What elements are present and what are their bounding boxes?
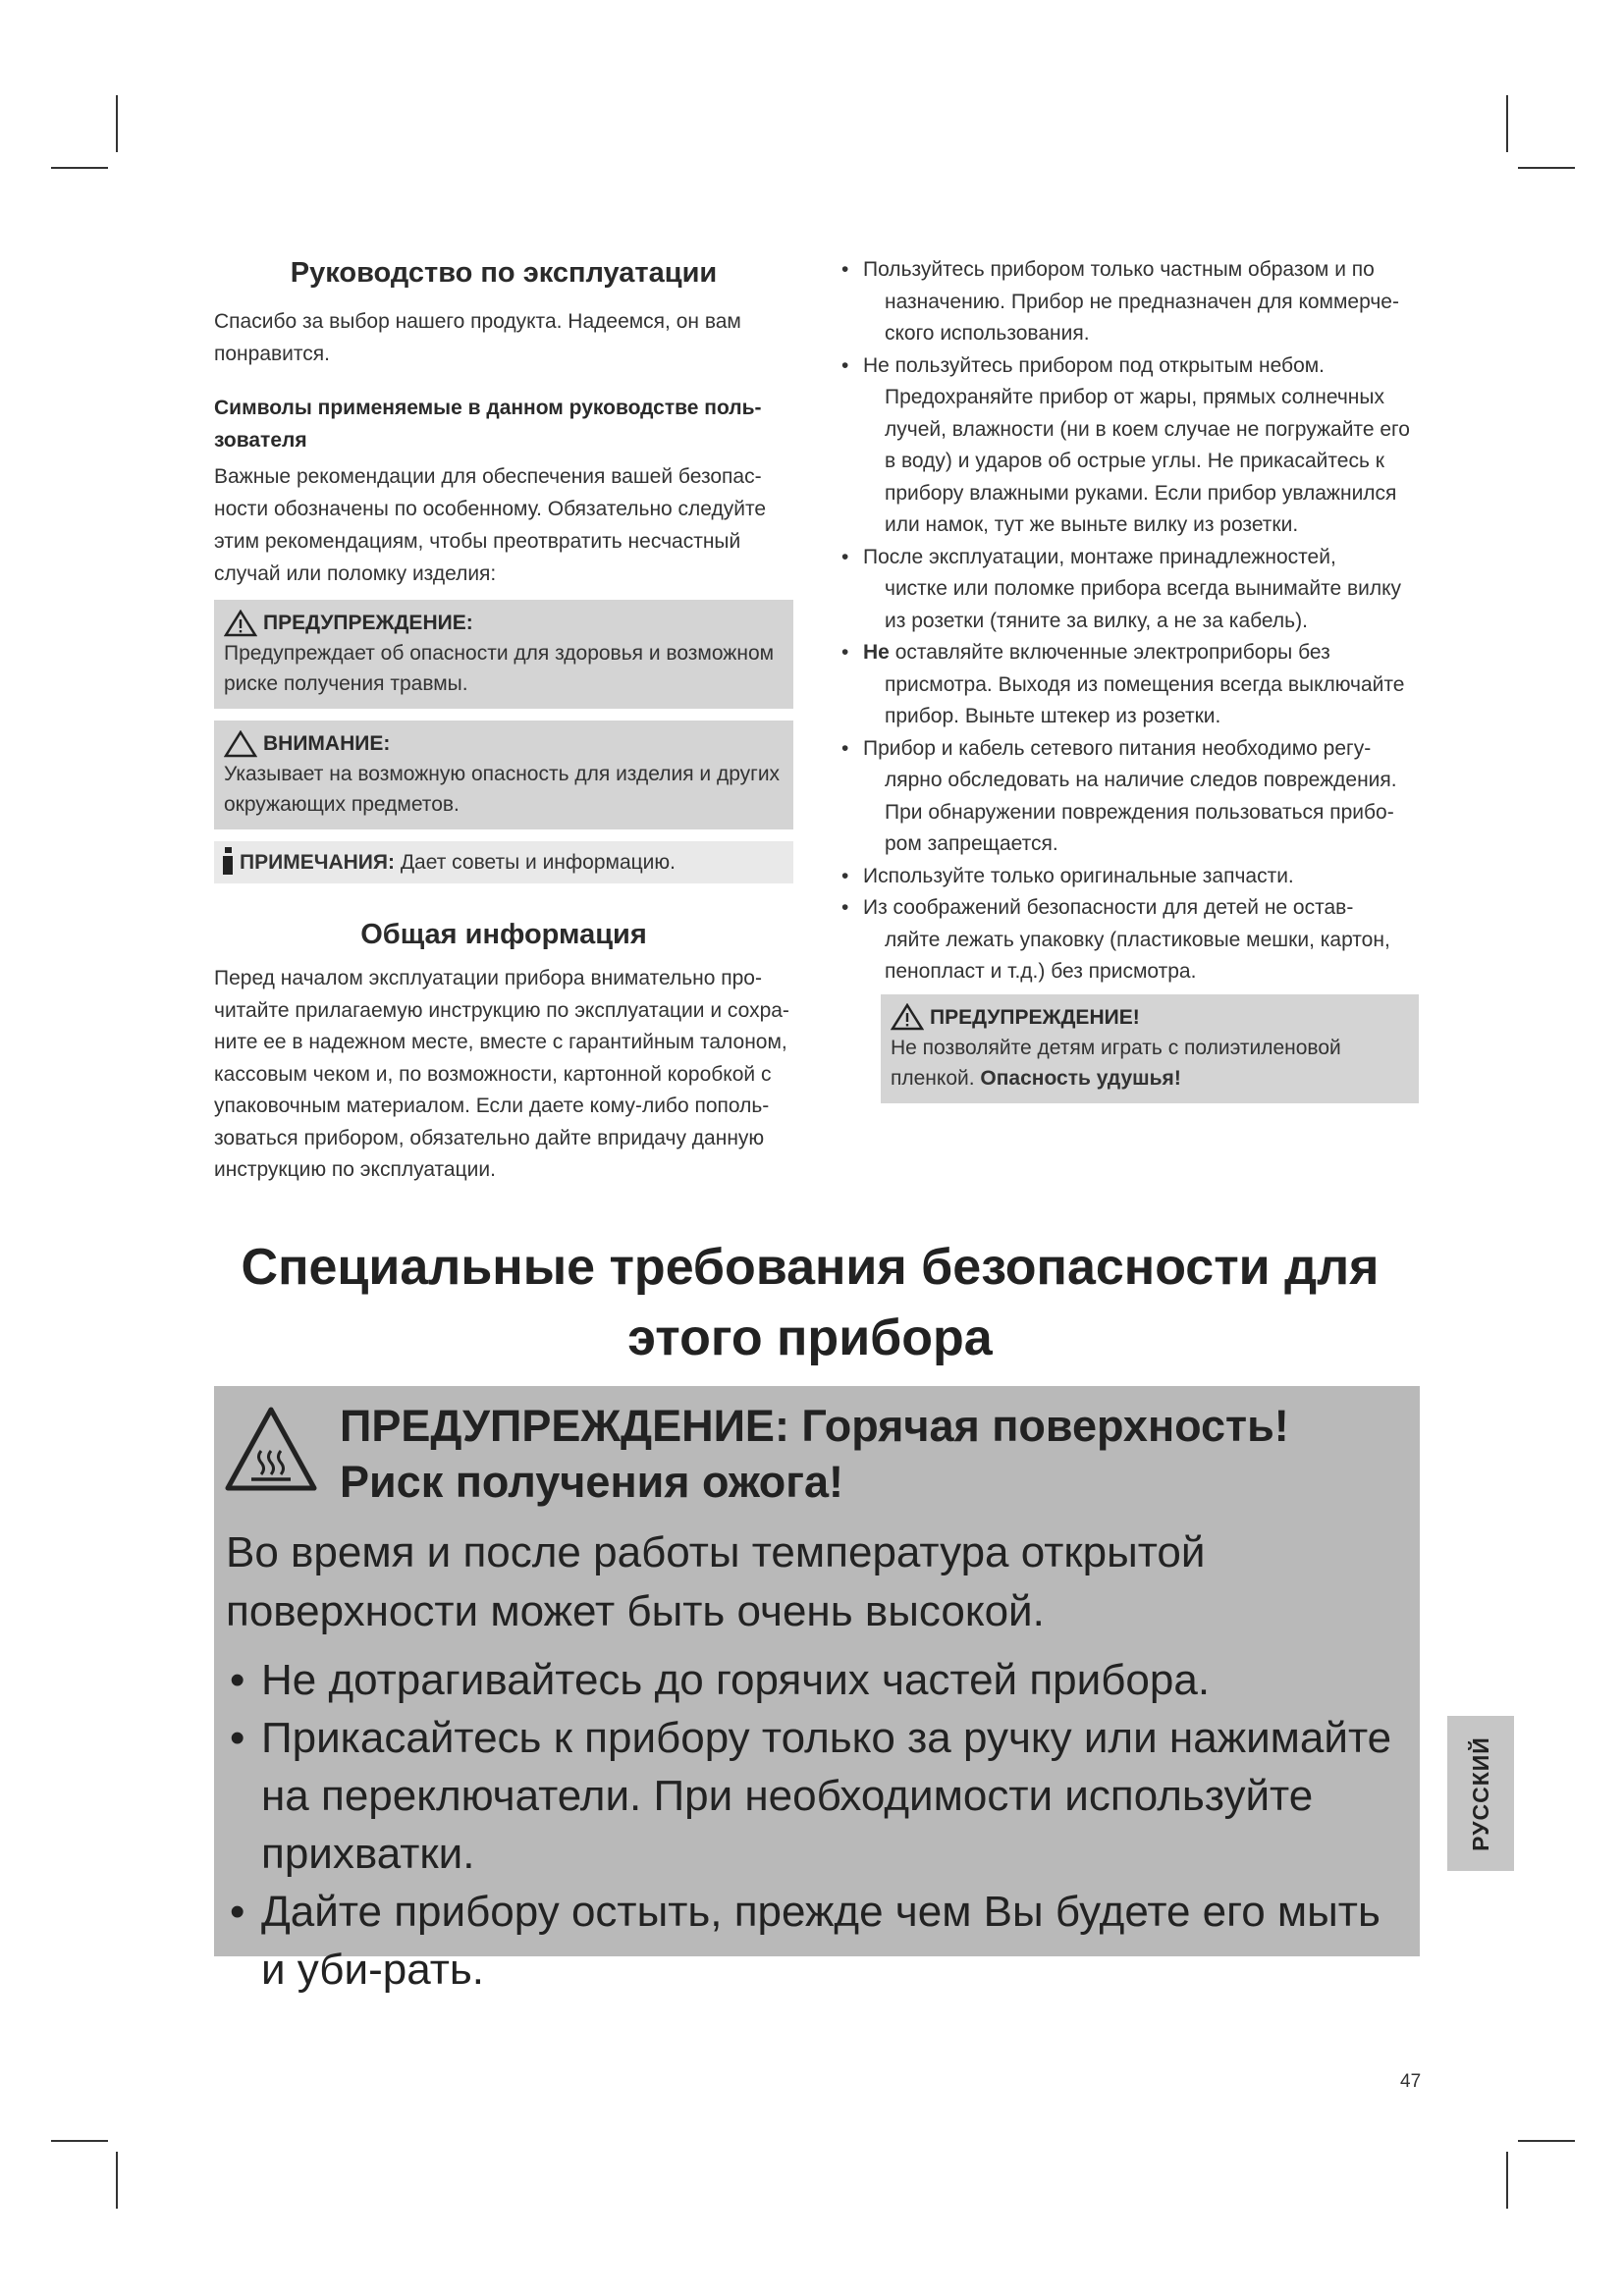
hot-warning-list bbox=[224, 1651, 1406, 1999]
hot-warning-text: Во время и после работы температура открытой поверхности может быть очень высокой. bbox=[226, 1528, 1206, 1635]
crop-mark bbox=[116, 2152, 118, 2209]
intro-text: Спасибо за выбор нашего продукта. Надеемся, он вам понравится. bbox=[214, 310, 741, 365]
list-item: • Пользуйтесь прибором только частным образом и по назначению. Прибор не предназначен для коммерче-ского использования. bbox=[839, 254, 1419, 350]
general-text: Перед началом эксплуатации прибора внимательно про-читайте прилагаемую инструкцию по эксплуатации и сохра-ните ее в надежном месте, вместе с гарантийным талоном, кассовым чеком и, по возможности, картонной коробкой с упаковочным материалом. Если даете кому-либо пополь-зоваться прибором, обязательно дайте впридачу данную инструкцию по эксплуатации. bbox=[214, 967, 789, 1181]
manual-title: Руководство по эксплуатации bbox=[290, 257, 718, 289]
list-item: • Не пользуйтесь прибором под открытым небом. Предохраняйте прибор от жары, прямых солнечных лучей, влажности (ни в коем случае не погружайте его в воду) и ударов об острые углы. Не прикасайтесь к прибору влажными руками. Если прибор увлажнился или намок, тут же выньте вилку из розетки. bbox=[839, 350, 1419, 542]
list-item: • Дайте прибору остыть, прежде чем Вы будете его мыть и уби-рать. bbox=[224, 1883, 1406, 1999]
list-item: • Не оставляйте включенные электроприборы без присмотра. Выходя из помещения всегда выключайте прибор. Выньте штекер из розетки. bbox=[839, 637, 1419, 733]
warning-triangle-icon bbox=[891, 1003, 924, 1031]
crop-mark bbox=[1506, 2152, 1508, 2209]
note-text: Дает советы и информацию. bbox=[400, 851, 677, 874]
child-warning-title: ПРЕДУПРЕЖДЕНИЕ! bbox=[930, 1005, 1140, 1029]
hot-warning-line2: Риск получения ожога! bbox=[340, 1457, 843, 1507]
special-safety-title: Специальные требования безопасности для этого прибора bbox=[241, 1239, 1380, 1366]
general-title: Общая информация bbox=[360, 919, 647, 950]
crop-mark bbox=[116, 95, 118, 152]
hot-surface-warning-box bbox=[214, 1386, 1420, 1994]
symbols-heading: Символы применяемые в данном руководстве поль-зователя bbox=[214, 397, 762, 452]
list-item: • Используйте только оригинальные запчасти. bbox=[839, 861, 1419, 893]
crop-mark bbox=[51, 167, 108, 169]
caution-text: Указывает на возможную опасность для изделия и других окружающих предметов. bbox=[224, 763, 781, 816]
warning-text: Предупреждает об опасности для здоровья и возможном риске получения травмы. bbox=[224, 642, 775, 695]
list-item: • После эксплуатации, монтаже принадлежностей, чистке или поломке прибора всегда вынимайте вилку из розетки (тяните за вилку, а не за кабель). bbox=[839, 542, 1419, 638]
hot-surface-icon bbox=[224, 1406, 318, 1492]
child-warning-bold: Опасность удушья! bbox=[980, 1066, 1181, 1090]
info-icon bbox=[222, 847, 234, 875]
crop-mark bbox=[1518, 2140, 1575, 2142]
list-item: • Прикасайтесь к прибору только за ручку или нажимайте на переключатели. При необходимости используйте прихватки. bbox=[224, 1709, 1406, 1883]
child-warning-box bbox=[881, 994, 1419, 1103]
language-tab-label: РУССКИЙ bbox=[1467, 1735, 1493, 1851]
language-tab bbox=[1447, 1716, 1514, 1871]
right-column bbox=[839, 254, 1419, 1115]
safety-list bbox=[839, 254, 1419, 988]
caution-box bbox=[214, 721, 793, 829]
left-column bbox=[214, 257, 793, 1204]
symbols-text: Важные рекомендации для обеспечения вашей безопас-ности обозначены по особенному. Обязательно следуйте этим рекомендациям, чтобы преотвратить несчастный случай или поломку изделия: bbox=[214, 465, 767, 585]
warning-box bbox=[214, 600, 793, 709]
crop-mark bbox=[1518, 167, 1575, 169]
list-item: • Из соображений безопасности для детей не остав- ляйте лежать упаковку (пластиковые мешки, картон, пенопласт и т.д.) без присмотра. bbox=[839, 892, 1419, 988]
child-warning-text: Не позволяйте детям играть с полиэтиленовой пленкой. bbox=[891, 1036, 1341, 1090]
crop-mark bbox=[51, 2140, 108, 2142]
warning-title: ПРЕДУПРЕЖДЕНИЕ: bbox=[263, 612, 473, 634]
caution-title: ВНИМАНИЕ: bbox=[263, 732, 391, 755]
list-item: • Не дотрагивайтесь до горячих частей прибора. bbox=[224, 1651, 1406, 1709]
caution-triangle-icon bbox=[224, 730, 257, 758]
page-number: 47 bbox=[1400, 2071, 1422, 2092]
list-item: • Прибор и кабель сетевого питания необходимо регу- лярно обследовать на наличие следов повреждения. При обнаружении повреждения пользоваться прибо-ром запрещается. bbox=[839, 733, 1419, 861]
crop-mark bbox=[1506, 95, 1508, 152]
hot-warning-line1: ПРЕДУПРЕЖДЕНИЕ: Горячая поверхность! bbox=[340, 1401, 1289, 1451]
warning-triangle-icon bbox=[224, 610, 257, 637]
note-title: ПРИМЕЧАНИЯ: bbox=[240, 851, 395, 874]
note-box bbox=[214, 841, 793, 883]
